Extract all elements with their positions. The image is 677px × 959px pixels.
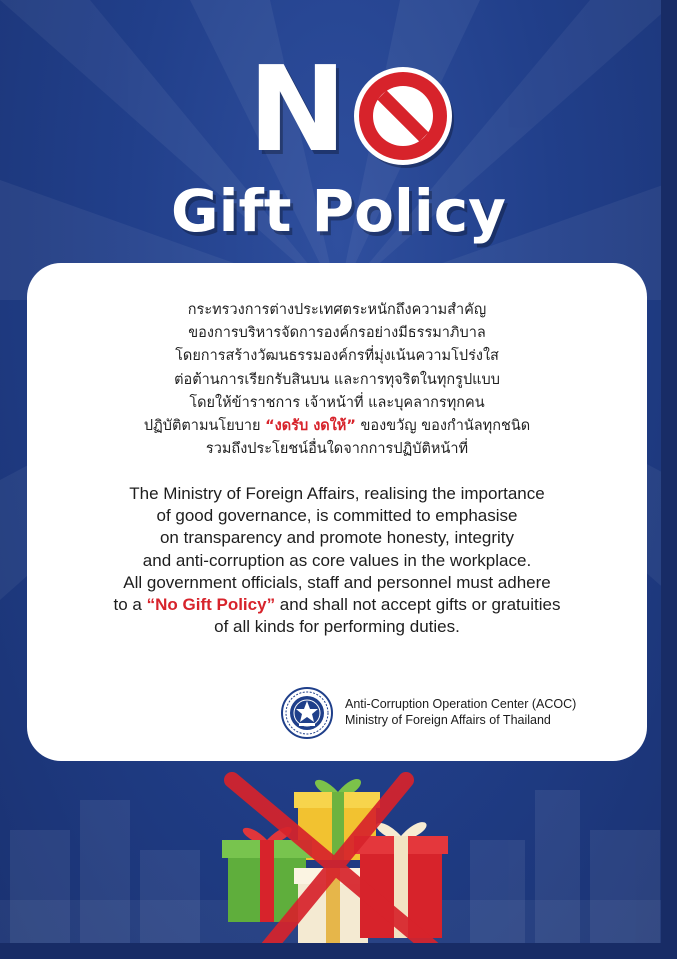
english-policy-highlight: “No Gift Policy” [146,595,276,615]
policy-card [27,263,647,761]
thai-line: ของการบริหารจัดการองค์กรอย่างมีธรรมาภิบาล [188,325,486,342]
thai-line: กระทรวงการต่างประเทศตระหนักถึงความสำคัญ [187,302,487,318]
page-title: Gift Policy [171,177,506,245]
thai-text: ปฏิบัติตามนโยบาย [143,418,266,435]
ministry-seal-icon [281,687,333,739]
organization-name [345,696,576,728]
english-line: of good governance, is committed to emphasise [156,506,518,526]
english-line: on transparency and promote honesty, integrity [159,528,515,548]
org-line-1: Anti-Corruption Operation Center (ACOC) [345,697,577,711]
english-text: to a [113,595,147,615]
english-line: The Ministry of Foreign Affairs, realising the importance [129,484,545,503]
org-line-2: Ministry of Foreign Affairs of Thailand [345,713,551,727]
english-line: and anti-corruption as core values in the workplace. [142,550,532,570]
prohibition-sign-icon [350,62,458,170]
thai-text: ของขวัญ ของกำนัลทุกชนิด [355,418,531,435]
gift-boxes-crossed-icon [210,770,470,955]
thai-line [27,415,647,438]
thai-policy-highlight: “งดรับ งดให้” [265,418,356,435]
thai-paragraph [27,299,647,461]
footer [281,687,621,741]
english-line: All government officials, staff and personnel must adhere [123,572,551,592]
english-line: of all kinds for performing duties. [214,617,460,637]
frame-edge-bottom [0,943,677,959]
frame-edge-right [661,0,677,959]
thai-line: โดยให้ข้าราชการ เจ้าหน้าที่ และบุคลากรทุกคน [189,394,485,411]
thai-line: โดยการสร้างวัฒนธรรมองค์กรที่มุ่งเน้นความโปร่งใส [175,348,499,365]
headline-letter-n: N [248,40,343,178]
english-paragraph [27,483,647,638]
thai-line: รวมถึงประโยชน์อื่นใดจากการปฏิบัติหน้าที่ [205,441,469,458]
english-text: and shall not accept gifts or gratuities [275,595,561,615]
thai-line: ต่อต้านการเรียกรับสินบน และการทุจริตในทุกรูปแบบ [174,371,500,388]
english-line [27,594,647,616]
